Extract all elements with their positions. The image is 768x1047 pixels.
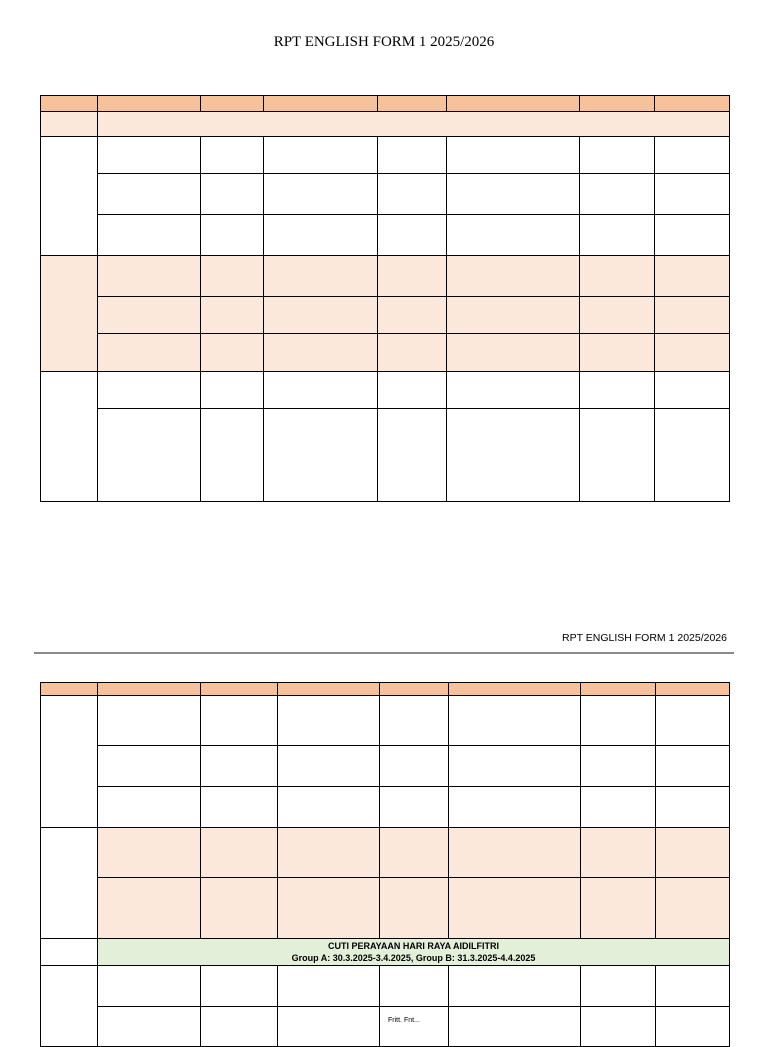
table-cell [655, 137, 730, 174]
header-cell [41, 683, 98, 696]
table-cell [278, 1007, 380, 1047]
table-cell [655, 409, 730, 502]
table-cell [201, 256, 264, 297]
week-cell [41, 372, 98, 502]
week-cell [41, 966, 98, 1047]
table-cell [655, 256, 730, 297]
table-cell [278, 696, 380, 746]
table-cell [655, 334, 730, 372]
table-cell [98, 787, 201, 828]
table-row [41, 878, 730, 939]
table-cell [201, 1007, 278, 1047]
table-cell [447, 297, 580, 334]
table-cell [449, 787, 581, 828]
table-cell [264, 372, 378, 409]
table-cell [201, 787, 278, 828]
table-cell [656, 1007, 730, 1047]
table-cell [201, 215, 264, 256]
holiday-dates: Group A: 30.3.2025-3.4.2025, Group B: 31.3.2025-4.4.2025 [291, 953, 536, 963]
table-cell [98, 828, 201, 878]
week-cell [41, 828, 98, 939]
table-cell [378, 137, 447, 174]
table-cell [449, 696, 581, 746]
week-cell [41, 939, 98, 966]
table-cell [98, 966, 201, 1007]
table-cell [581, 746, 656, 787]
table-cell [201, 334, 264, 372]
table-cell [98, 409, 201, 502]
table-row [41, 409, 730, 502]
table-cell [378, 256, 447, 297]
table-cell [656, 787, 730, 828]
table-cell [380, 878, 449, 939]
table-cell [201, 137, 264, 174]
table-cell [264, 256, 378, 297]
table-row [41, 112, 730, 137]
table-cell [264, 409, 378, 502]
table-row [41, 256, 730, 297]
table-cell [380, 746, 449, 787]
table-cell [580, 409, 655, 502]
header-cell [378, 96, 447, 112]
holiday-row [41, 939, 730, 966]
table-cell [98, 137, 201, 174]
table-row [41, 1007, 730, 1047]
table-cell [656, 878, 730, 939]
table-cell [447, 174, 580, 215]
table-cell [655, 215, 730, 256]
table-cell [98, 696, 201, 746]
table-cell [264, 174, 378, 215]
table-cell [98, 746, 201, 787]
table-cell [378, 174, 447, 215]
table-cell [580, 256, 655, 297]
header-divider [34, 652, 734, 654]
week-cell [41, 137, 98, 256]
header-cell [264, 96, 378, 112]
table-cell [201, 696, 278, 746]
header-cell [447, 96, 580, 112]
table-cell [656, 696, 730, 746]
scheme-table [40, 682, 730, 1047]
table-cell [581, 696, 656, 746]
table-row [41, 696, 730, 746]
table-cell [449, 746, 581, 787]
header-cell [655, 96, 730, 112]
table-cell [378, 409, 447, 502]
table-cell [278, 966, 380, 1007]
table-cell [201, 174, 264, 215]
table-cell [378, 372, 447, 409]
week-cell [41, 112, 98, 137]
table-row [41, 787, 730, 828]
header-cell [98, 96, 201, 112]
table-cell [655, 174, 730, 215]
table-cell [264, 334, 378, 372]
table-header-row [41, 683, 730, 696]
table-cell [264, 137, 378, 174]
table-cell [201, 828, 278, 878]
table-cell [201, 409, 264, 502]
table-cell [98, 297, 201, 334]
table-cell [378, 215, 447, 256]
header-cell [656, 683, 730, 696]
table-cell [278, 878, 380, 939]
header-cell [201, 683, 278, 696]
table-cell [656, 966, 730, 1007]
table-cell [278, 828, 380, 878]
table-cell [380, 828, 449, 878]
table-cell [380, 966, 449, 1007]
table-cell [201, 878, 278, 939]
table-cell [98, 174, 201, 215]
table-cell [449, 878, 581, 939]
header-cell [449, 683, 581, 696]
table-cell [581, 966, 656, 1007]
table-cell [98, 334, 201, 372]
table-cell [378, 297, 447, 334]
table-cell [580, 297, 655, 334]
merged-band-cell [98, 112, 730, 137]
table-cell [655, 372, 730, 409]
table-cell [447, 256, 580, 297]
table-cell [98, 878, 201, 939]
table-cell [264, 297, 378, 334]
week-cell [41, 696, 98, 828]
table-row [41, 174, 730, 215]
table-cell [580, 372, 655, 409]
table-cell [380, 787, 449, 828]
table-cell [580, 137, 655, 174]
table-cell [656, 828, 730, 878]
holiday-title: CUTI PERAYAAN HARI RAYA AIDILFITRI [327, 941, 500, 951]
table-cell [449, 966, 581, 1007]
table-row [41, 297, 730, 334]
table-cell [201, 746, 278, 787]
table-row [41, 137, 730, 174]
table-cell [449, 1007, 581, 1047]
table-cell: Fritt. Fnt... [380, 1007, 449, 1047]
header-cell [98, 683, 201, 696]
page-title: RPT ENGLISH FORM 1 2025/2026 [273, 34, 495, 50]
table-cell [278, 746, 380, 787]
table-cell [581, 787, 656, 828]
table-cell [655, 297, 730, 334]
table-cell [656, 746, 730, 787]
table-cell [447, 137, 580, 174]
table-cell [580, 334, 655, 372]
header-cell [278, 683, 380, 696]
table-row [41, 966, 730, 1007]
table-cell [201, 297, 264, 334]
table-cell [449, 828, 581, 878]
table-cell [98, 1007, 201, 1047]
table-cell [98, 215, 201, 256]
header-cell [580, 96, 655, 112]
table-cell [447, 409, 580, 502]
table-header-row [41, 96, 730, 112]
table-cell [98, 372, 201, 409]
table-cell [98, 256, 201, 297]
table-cell [581, 1007, 656, 1047]
table-cell [378, 334, 447, 372]
week-cell [41, 256, 98, 372]
table-row [41, 334, 730, 372]
header-cell [201, 96, 264, 112]
table-row [41, 828, 730, 878]
table-cell [201, 372, 264, 409]
table-cell [264, 215, 378, 256]
table-cell [580, 215, 655, 256]
table-cell [447, 215, 580, 256]
table-cell [580, 174, 655, 215]
scheme-table [40, 95, 730, 502]
table-cell [447, 372, 580, 409]
header-cell [41, 96, 98, 112]
table-cell [581, 828, 656, 878]
table-cell [581, 878, 656, 939]
table-cell [201, 966, 278, 1007]
holiday-banner [98, 939, 730, 966]
table-row [41, 372, 730, 409]
table-cell [447, 334, 580, 372]
header-cell [380, 683, 449, 696]
table-row [41, 215, 730, 256]
table-cell [380, 696, 449, 746]
page-header: RPT ENGLISH FORM 1 2025/2026 [562, 632, 727, 644]
table-row [41, 746, 730, 787]
table-cell [278, 787, 380, 828]
header-cell [581, 683, 656, 696]
